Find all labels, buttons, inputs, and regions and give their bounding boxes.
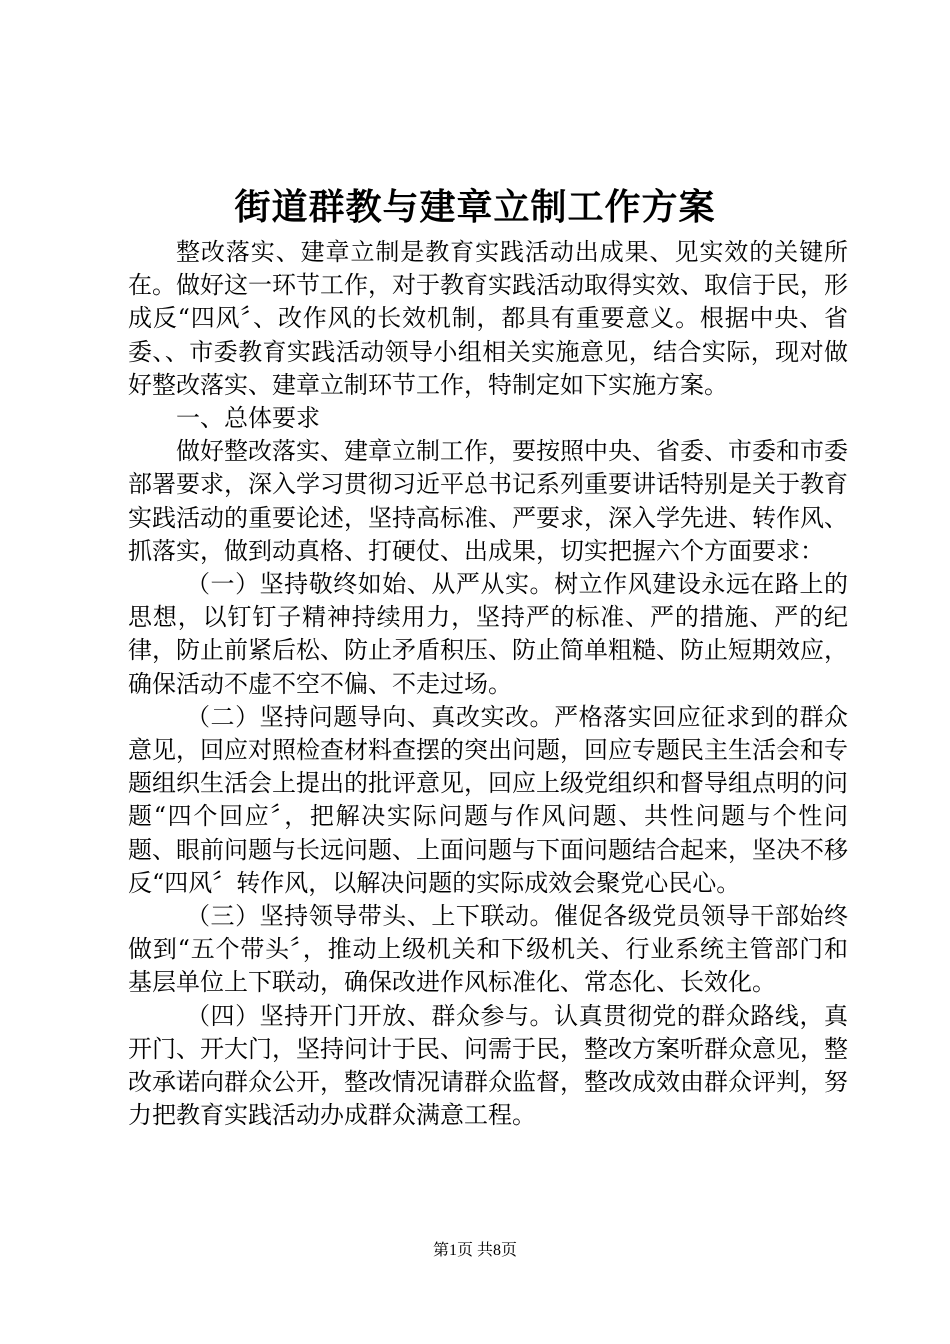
section-heading-general-requirements: 一、总体要求 — [176, 404, 320, 433]
document-body — [128, 236, 848, 1132]
paragraph-point-2: （二）坚持问题导向、真改实改。严格落实回应征求到的群众意见，回应对照检查材料查摆的突出问题，回应专题民主生活会和专题组织生活会上提出的批评意见，回应上级党组织和督导组点明的问题“四个回应〞，把解决实际问题与作风问题、共性问题与个性问题、眼前问题与长远问题、上面问题与下面问题结合起来，坚决不移反“四风〞转作风，以解决问题的实际成效会聚党心民心。 — [128, 702, 848, 897]
paragraph-general-requirements: 做好整改落实、建章立制工作，要按照中央、省委、市委和市委部署要求，深入学习贯彻习近平总书记系列重要讲话特别是关于教育实践活动的重要论述，坚持高标准、严要求，深入学先进、转作风、抓落实，做到动真格、打硬仗、出成果，切实把握六个方面要求： — [128, 437, 848, 565]
document-title: 街道群教与建章立制工作方案 — [234, 186, 716, 228]
page-number-footer: 第1页 共8页 — [432, 1242, 517, 1259]
paragraph-point-4: （四）坚持开门开放、群众参与。认真贯彻党的群众路线，真开门、开大门，坚持问计于民、问需于民，整改方案听群众意见，整改承诺向群众公开，整改情况请群众监督，整改成效由群众评判，努力把教育实践活动办成群众满意工程。 — [128, 1001, 848, 1130]
paragraph-point-3: （三）坚持领导带头、上下联动。催促各级党员领导干部始终做到“五个带头〞，推动上级机关和下级机关、行业系统主管部门和基层单位上下联动，确保改进作风标准化、常态化、长效化。 — [128, 902, 848, 997]
paragraph-point-1: （一）坚持敬终如始、从严从实。树立作风建设永远在路上的思想，以钉钉子精神持续用力，坚持严的标准、严的措施、严的纪律，防止前紧后松、防止矛盾积压、防止简单粗糙、防止短期效应，确保活动不虚不空不偏、不走过场。 — [128, 570, 848, 698]
paragraph-intro: 整改落实、建章立制是教育实践活动出成果、见实效的关键所在。做好这一环节工作，对于教育实践活动取得实效、取信于民，形成反“四风〞、改作风的长效机制，都具有重要意义。根据中央、省委、、市委教育实践活动领导小组相关实施意见，结合实际，现对做好整改落实、建章立制环节工作，特制定如下实施方案。 — [128, 238, 848, 399]
